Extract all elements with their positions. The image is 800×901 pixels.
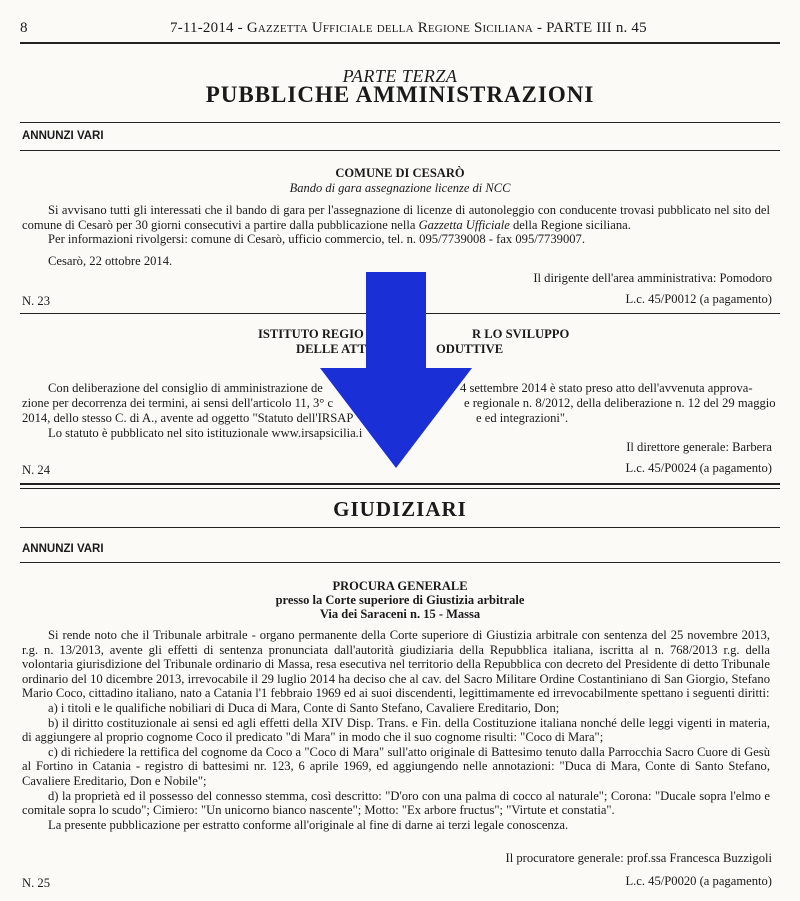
- divider: [20, 483, 780, 485]
- notice2-line: e ed integrazioni".: [476, 411, 569, 425]
- notice2-line: zione per decorrenza dei termini, ai sensi dell'articolo 11, 3° c: [22, 396, 334, 410]
- notice3-item-c: c) di richiedere la rettifica del cognome da Coco a "Coco di Mara" sull'atto originale di Battesimo tenuto dalla Parrocchia Sacro Cuore di Gesù al Fortino in Catania - registro di battesimi nr. 123, 6 aprile 1969, ed aggiungendo nelle annotazioni: "Duca di Mara, Conte di Santo Stefano, Cavaliere Ereditario, Don e Nobile";: [22, 744, 770, 788]
- page-number: 8: [20, 20, 28, 36]
- notice3-body: [22, 628, 770, 832]
- annunzi-vari-label-2: ANNUNZI VARI: [22, 543, 104, 555]
- notice1-number: N. 23: [22, 294, 50, 308]
- notice3-title: PROCURA GENERALE: [332, 579, 468, 593]
- section2-title: GIUDIZIARI: [333, 497, 467, 521]
- notice1-contact: Per informazioni rivolgersi: comune di Cesarò, ufficio commercio, tel. n. 095/7739008 - fax 095/7739007.: [48, 232, 585, 247]
- notice3-item-a: a) i titoli e le qualifiche nobiliari di Duca di Mara, Conte di Santo Stefano, Cavaliere Ereditario, Don;: [48, 700, 560, 715]
- notice2-line: 4 settembre 2014 è stato preso atto dell'avvenuta approva-: [460, 381, 753, 395]
- notice2-line: e regionale n. 8/2012, della deliberazione n. 12 del 29 maggio: [464, 396, 776, 410]
- part-title: PARTE TERZA: [342, 66, 458, 86]
- down-arrow-icon: [320, 272, 472, 468]
- notice3-paragraph: Si rende noto che il Tribunale arbitrale - organo permanente della Corte superiore di Giustizia arbitrale con sentenza del 25 novembre 2013, r.g. n. 13/2013, avente gli effetti di sentenza pronunciata dall'autorità giudiziaria della Repubblica italiana, iscritta al n. 768/2013 r.g. della volontaria giurisdizione del Tribunale ordinario di Massa, resa esecutiva nel territorio della Repubblica con decreto del Presidente di detto Tribunale ordinario del 10 dicembre 2013, irrevocabile il 29 luglio 2014 ha deciso che al cav. del Sacro Militare Ordine Costantiniano di San Giorgio, Stefano Mario Coco, cittadino italiano, nato a Catania l'1 febbraio 1969 ed ai suoi discendenti, legittimamente ed irrevocabilmente spettano i seguenti diritti:: [22, 628, 770, 701]
- divider: [20, 488, 780, 489]
- notice2-signature: Il direttore generale: Barbera: [626, 440, 772, 454]
- header-date: 7-11-2014: [170, 20, 234, 36]
- notice2-title-fragment: ODUTTIVE: [436, 342, 504, 356]
- notice3-title: Via dei Saraceni n. 15 - Massa: [319, 607, 481, 621]
- notice2-title-fragment: ISTITUTO REGIO: [258, 327, 364, 341]
- notice2-line: Con deliberazione del consiglio di amministrazione de: [48, 381, 323, 395]
- notice3-signature: Il procuratore generale: prof.ssa Francesca Buzzigoli: [505, 851, 772, 865]
- header-rule: [20, 42, 780, 44]
- notice3-title: presso la Corte superiore di Giustizia arbitrale: [275, 593, 525, 607]
- notice1-subtitle: Bando di gara assegnazione licenze di NCC: [289, 181, 511, 195]
- running-header: [20, 20, 780, 40]
- notice1-body: [22, 203, 770, 268]
- divider: [20, 527, 780, 528]
- notice2-title-fragment: R LO SVILUPPO: [472, 327, 570, 341]
- notice3-closing: La presente pubblicazione per estratto conforme all'originale al fine di darne ai terzi legale conoscenza.: [48, 817, 569, 832]
- notice2-line: Lo statuto è pubblicato nel sito istituzionale www.irsapsicilia.i: [48, 426, 363, 440]
- header-part: PARTE III n. 45: [546, 20, 647, 36]
- notice2-number: N. 24: [22, 463, 50, 477]
- notice3-item-d: d) la proprietà ed il possesso del connesso stemma, così descritto: "D'oro con una palma di cocco al naturale"; Corona: "Ducale sopra l'elmo e comitale sopra lo scudo"; Cimiero: "Un unicorno bianco nascente"; Motto: "Ex arbore fructus"; "Virtute et constatia".: [22, 788, 770, 818]
- notice1-issuer: COMUNE DI CESARÒ: [335, 166, 465, 180]
- divider: [20, 150, 780, 151]
- section-title: PUBBLICHE AMMINISTRAZIONI: [205, 82, 595, 107]
- divider: [20, 562, 780, 563]
- notice2-title-fragment: DELLE ATT: [296, 342, 367, 356]
- notice3-ref: L.c. 45/P0020 (a pagamento): [625, 874, 772, 888]
- notice2-line: 2014, dello stesso C. di A., avente ad oggetto "Statuto dell'IRSAP: [22, 411, 354, 425]
- divider: [20, 122, 780, 123]
- annunzi-vari-label: ANNUNZI VARI: [22, 130, 104, 142]
- header-title: 7-11-2014 - Gazzetta Ufficiale della Regione Siciliana - PARTE III n. 45: [170, 20, 647, 36]
- notice1-paragraph: Si avvisano tutti gli interessati che il bando di gara per l'assegnazione di licenze di autonoleggio con conducente trovasi pubblicato nel sito del comune di Cesarò per 30 giorni consecutivi a partire dalla pubblicazione nella Gazzetta Ufficiale della Regione siciliana.: [22, 203, 770, 232]
- notice3-number: N. 25: [22, 876, 50, 890]
- header-journal: Gazzetta Ufficiale della Regione Siciliana: [246, 20, 533, 36]
- notice1-place-date: Cesarò, 22 ottobre 2014.: [48, 253, 173, 268]
- notice2-ref: L.c. 45/P0024 (a pagamento): [625, 461, 772, 475]
- notice1-ref: L.c. 45/P0012 (a pagamento): [625, 292, 772, 306]
- notice1-signature: Il dirigente dell'area amministrativa: Pomodoro: [533, 271, 772, 285]
- notice3-item-b: b) il diritto costituzionale ai sensi ed agli effetti della XIV Disp. Trans. e Fin. della Costituzione italiana nonché delle leggi vigenti in materia, di aggiungere al proprio cognome Coco il predicato "di Mara" in modo che il suo cognome risulti: "Coco di Mara";: [22, 715, 770, 745]
